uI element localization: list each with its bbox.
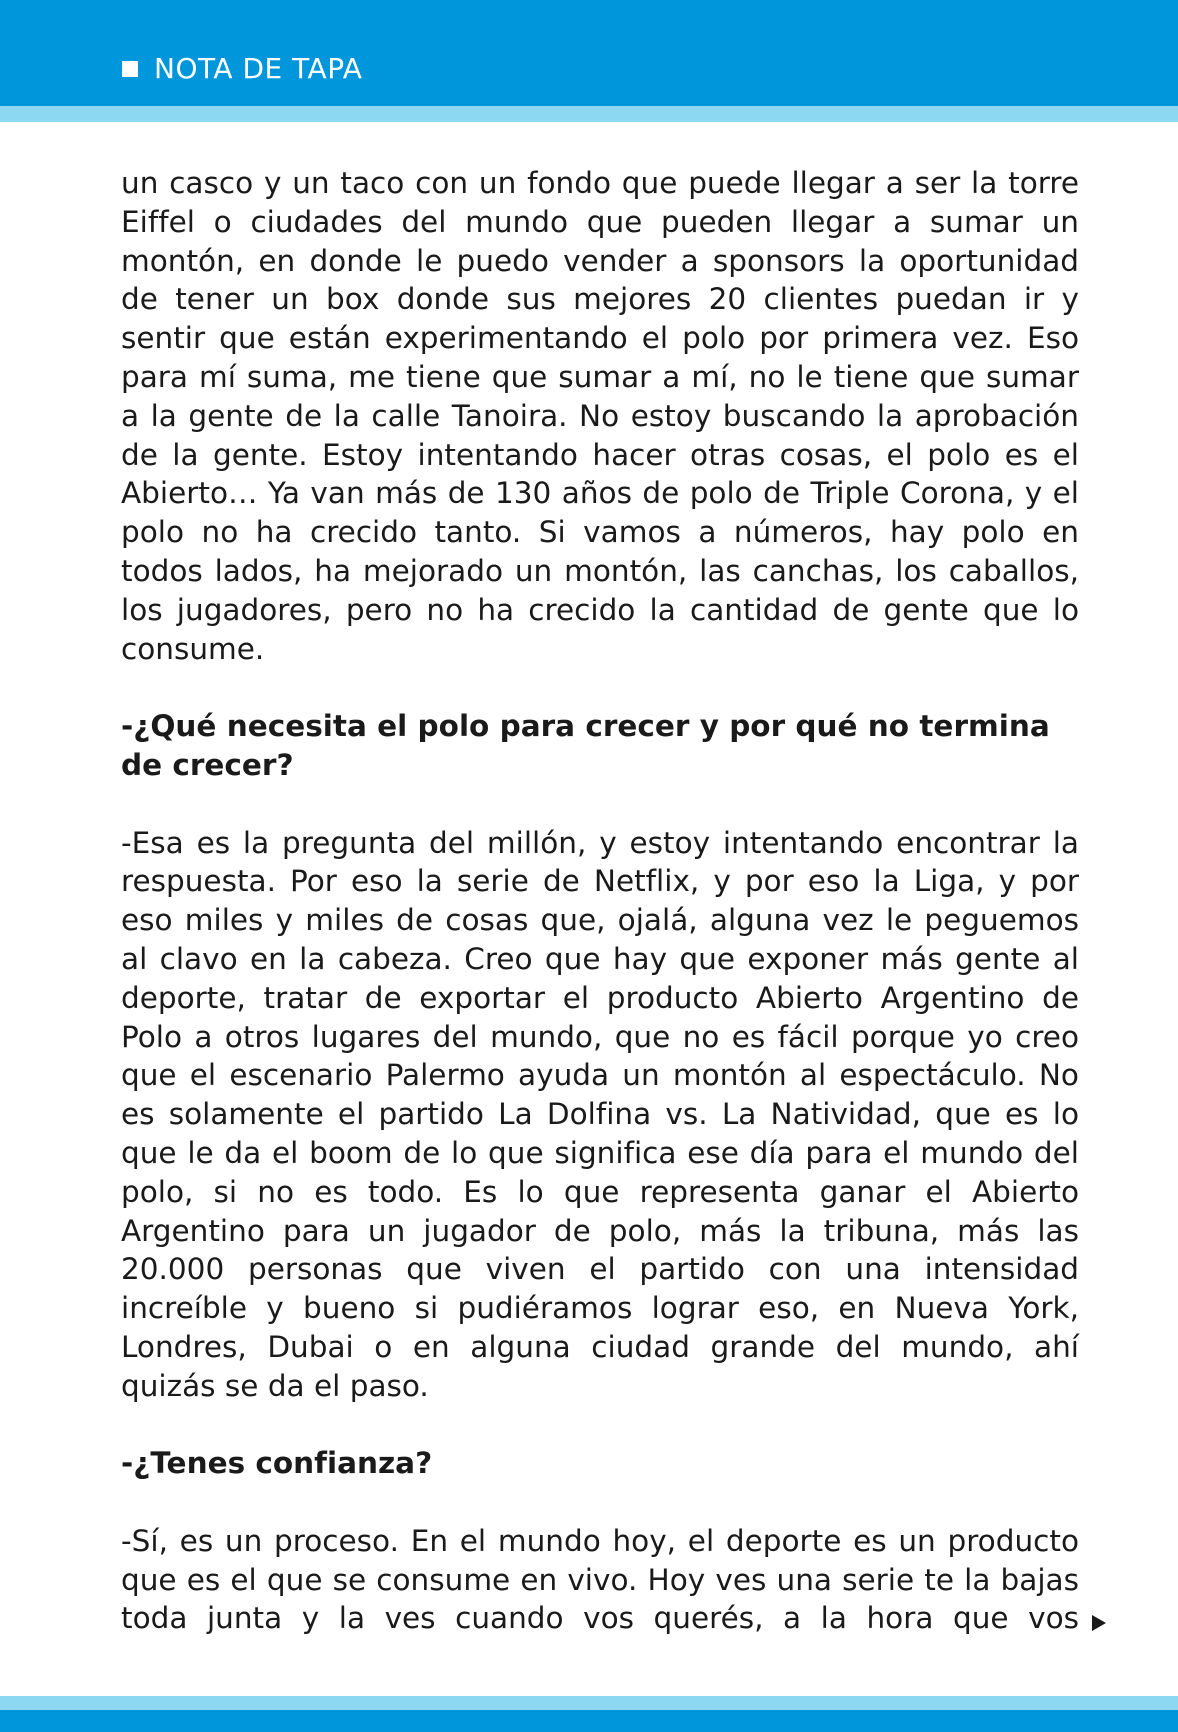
article-paragraph: -Esa es la pregunta del millón, y estoy intentando encontrar la respuesta. Por eso la serie de Netflix, y por eso la Liga, y por eso miles y miles de cosas que, ojalá, alguna vez le peguemos al clavo en la cabeza. Creo que hay que exponer más gente al deporte, tratar de exportar el producto Abierto Argentino de Polo a otros lugares del mundo, que no es fácil porque yo creo que el escenario Palermo ayuda un montón al espectáculo. No es solamente el partido La Dolfina vs. La Natividad, que es lo que le da el boom de lo que significa ese día para el mundo del polo, si no es todo. Es lo que representa ganar el Abierto Argentino para un jugador de polo, más la tribuna, más las 20.000 personas que viven el partido con una intensidad increíble y bueno si pudiéramos lograr eso, en Nueva York, Londres, Dubai o en alguna ciudad grande del mundo, ahí quizás se da el paso. — [121, 825, 1079, 1403]
continue-triangle-icon — [1092, 1615, 1106, 1631]
footer-band — [0, 1710, 1178, 1732]
paragraph-spacer — [121, 668, 1079, 707]
square-bullet-icon — [122, 61, 138, 77]
paragraph-spacer — [121, 1483, 1079, 1522]
footer-stripe — [0, 1696, 1178, 1710]
paragraph-spacer — [121, 785, 1079, 824]
interview-question: -¿Tenes confianza? — [121, 1446, 433, 1481]
section-label-text: NOTA DE TAPA — [154, 52, 363, 85]
section-label — [122, 52, 362, 85]
article-paragraph: un casco y un taco con un fondo que puede llegar a ser la torre Eiffel o ciudades del mundo que pueden llegar a sumar un montón, en donde le puedo vender a sponsors la oportunidad de tener un box donde sus mejores 20 clientes puedan ir y sentir que están experimentando el polo por primera vez. Eso para mí suma, me tiene que sumar a mí, no le tiene que sumar a la gente de la calle Tanoira. No estoy buscando la aprobación de la gente. Estoy intentando hacer otras cosas, el polo es el Abierto… Ya van más de 130 años de polo de Triple Corona, y el polo no ha crecido tanto. Si vamos a números, hay polo en todos lados, ha mejorado un montón, las canchas, los caballos, los jugadores, pero no ha crecido la cantidad de gente que lo consume. — [121, 166, 1079, 666]
paragraph-spacer — [121, 1406, 1079, 1445]
header-stripe — [0, 106, 1178, 122]
article-paragraph: -Sí, es un proceso. En el mundo hoy, el deporte es un producto que es el que se consume en vivo. Hoy ves una serie te la bajas toda junta y la ves cuando vos querés, a la hora que vos — [121, 1523, 1079, 1636]
interview-question: -¿Qué necesita el polo para crecer y por qué no termina de crecer? — [121, 709, 1050, 782]
article-body — [121, 164, 1079, 1638]
